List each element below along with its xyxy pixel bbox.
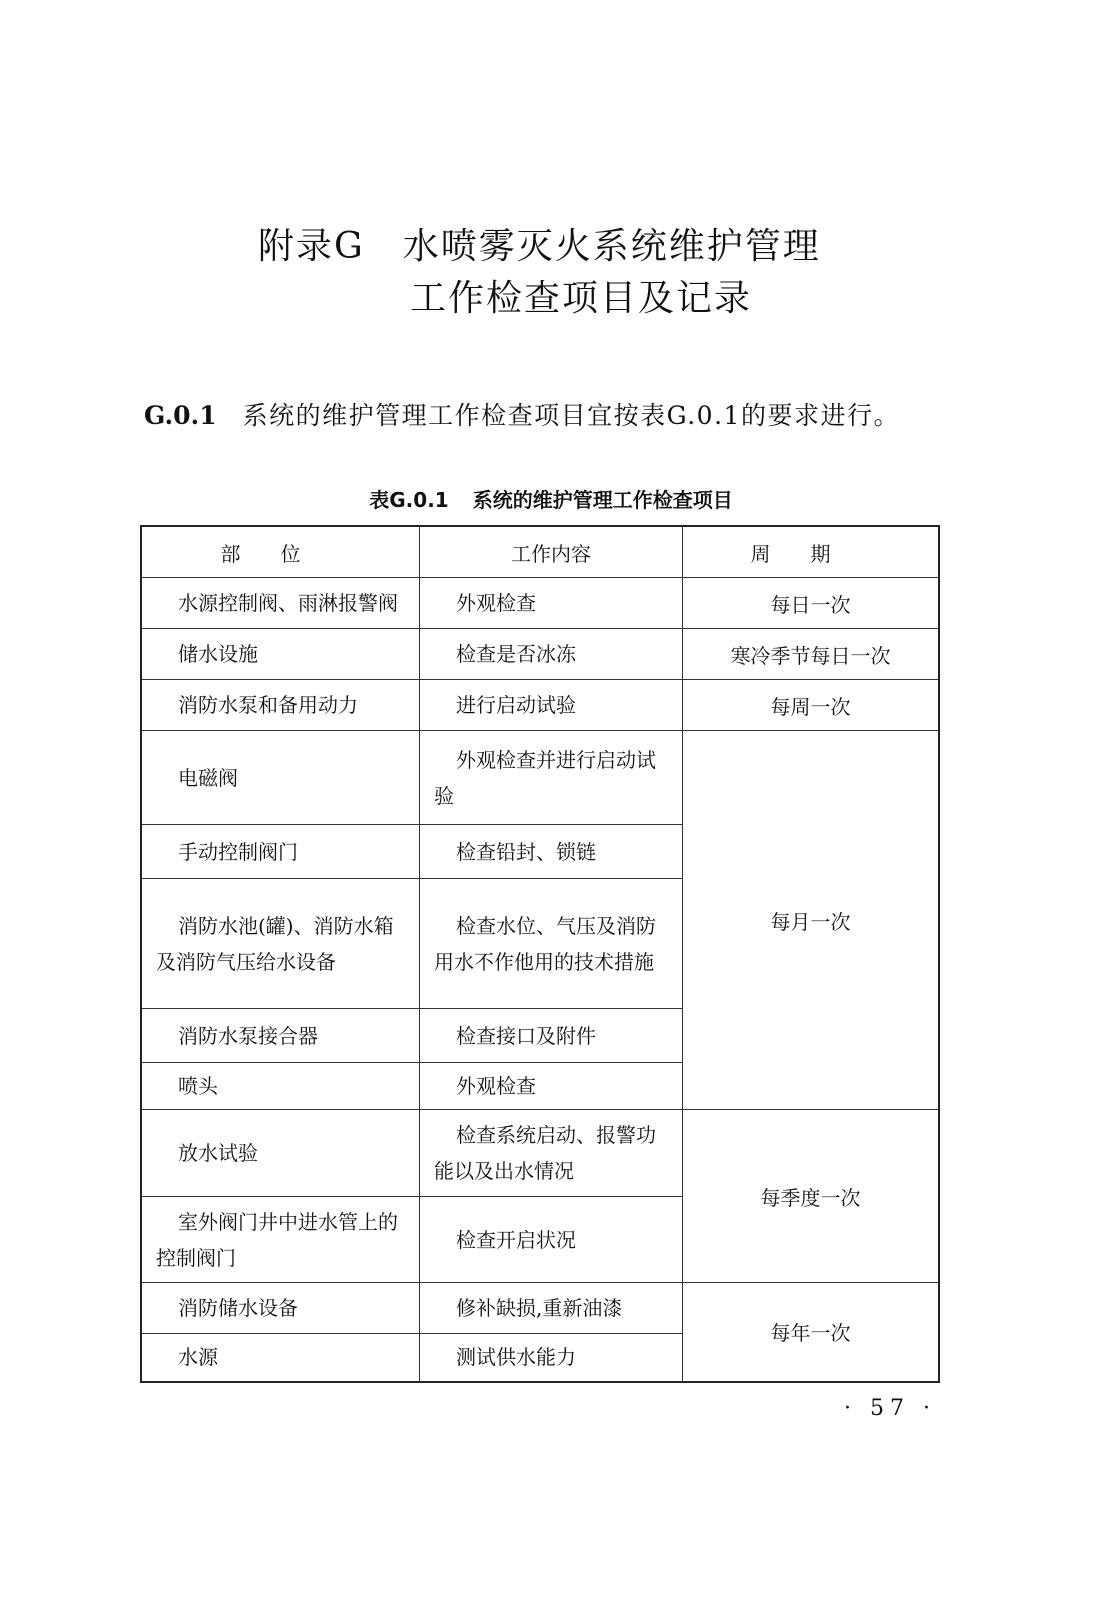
row-content: 测试供水能力: [456, 1345, 576, 1370]
row-part: 消防储水设备: [178, 1296, 298, 1320]
row-period: 每月一次: [770, 909, 851, 934]
table-row: [141, 731, 939, 825]
row-content: 检查开启状况: [456, 1227, 576, 1252]
row-part: 喷头: [178, 1074, 218, 1098]
header-period: 周期: [683, 526, 940, 578]
row-content: 检查铅封、锁链: [456, 839, 596, 864]
row-content: 检查是否冰冻: [456, 642, 576, 666]
row-part: 消防水池(罐)、消防水箱及消防气压给水设备: [156, 913, 394, 974]
row-part: 水源: [178, 1345, 218, 1370]
row-period: 每周一次: [770, 694, 851, 719]
row-content: 外观检查: [456, 1074, 536, 1098]
table-caption-number: 表G.0.1: [369, 488, 449, 512]
row-content: 检查接口及附件: [456, 1023, 596, 1048]
row-content: 检查水位、气压及消防用水不作他用的技术措施: [434, 913, 656, 974]
table-caption: [0, 484, 1102, 513]
row-part: 消防水泵和备用动力: [178, 693, 358, 717]
table-row: [141, 1110, 939, 1197]
clause-number: G.0.1: [144, 401, 217, 430]
row-period: 每季度一次: [760, 1185, 861, 1210]
table-row: [141, 1283, 939, 1334]
row-content: 修补缺损,重新油漆: [456, 1296, 623, 1320]
header-content: 工作内容: [420, 526, 683, 578]
table-caption-title: 系统的维护管理工作检查项目: [472, 488, 733, 512]
header-part: 部位: [141, 526, 420, 578]
table-row: [141, 629, 939, 680]
row-content: 外观检查并进行启动试验: [434, 747, 656, 808]
row-part: 放水试验: [178, 1141, 258, 1165]
row-part: 水源控制阀、雨淋报警阀: [178, 591, 398, 615]
row-content: 进行启动试验: [456, 693, 576, 717]
table-header-row: [141, 526, 939, 578]
appendix-title-line-1: 附录G 水喷雾灭火系统维护管理: [258, 226, 821, 267]
row-content: 检查系统启动、报警功能以及出水情况: [434, 1123, 656, 1183]
table-row: [141, 578, 939, 629]
table-row: [141, 680, 939, 731]
row-content: 外观检查: [456, 591, 536, 615]
maintenance-inspection-table: [140, 525, 940, 1383]
row-part: 室外阀门井中进水管上的控制阀门: [156, 1209, 398, 1270]
row-period: 每年一次: [770, 1321, 851, 1346]
row-part: 储水设施: [178, 642, 258, 666]
row-part: 消防水泵接合器: [178, 1023, 318, 1048]
row-part: 电磁阀: [178, 765, 238, 790]
clause-text: 系统的维护管理工作检查项目宜按表G.0.1的要求进行。: [242, 401, 900, 430]
row-period: 寒冷季节每日一次: [730, 643, 891, 668]
page-number: · 57 ·: [844, 1396, 936, 1421]
appendix-title-line-2: 工作检查项目及记录: [410, 278, 753, 319]
clause-g-0-1: [144, 394, 944, 438]
row-period: 每日一次: [770, 592, 851, 617]
row-part: 手动控制阀门: [178, 839, 298, 864]
